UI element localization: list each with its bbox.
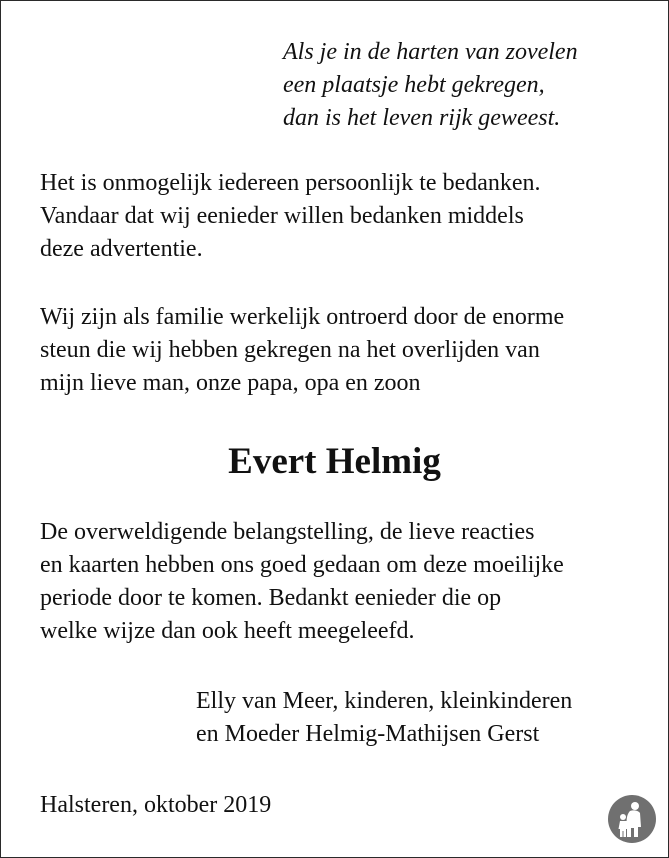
poem-line: dan is het leven rijk geweest. bbox=[283, 105, 561, 131]
signature-line: Elly van Meer, kinderen, kleinkinderen bbox=[196, 688, 573, 714]
deceased-name: Evert Helmig bbox=[228, 441, 441, 482]
paragraph-line: Wij zijn als familie werkelijk ontroerd door de enorme bbox=[40, 304, 565, 330]
paragraph-line: De overweldigende belangstelling, de lieve reacties bbox=[40, 519, 535, 545]
family-paragraph bbox=[40, 301, 564, 400]
closing-paragraph bbox=[40, 516, 564, 648]
memorial-logo-icon bbox=[608, 795, 656, 843]
paragraph-line: welke wijze dan ook heeft meegeleefd. bbox=[40, 618, 415, 644]
paragraph-line: Het is onmogelijk iedereen persoonlijk te bedanken. bbox=[40, 170, 541, 196]
paragraph-line: deze advertentie. bbox=[40, 236, 203, 262]
signature bbox=[196, 685, 572, 751]
paragraph-line: periode door te komen. Bedankt eenieder die op bbox=[40, 585, 502, 611]
thanks-paragraph bbox=[40, 167, 541, 266]
poem-line: een plaatsje hebt gekregen, bbox=[283, 72, 545, 98]
poem-line: Als je in de harten van zovelen bbox=[283, 39, 578, 65]
place-date: Halsteren, oktober 2019 bbox=[40, 792, 272, 818]
paragraph-line: mijn lieve man, onze papa, opa en zoon bbox=[40, 370, 421, 396]
paragraph-line: Vandaar dat wij eenieder willen bedanken middels bbox=[40, 203, 524, 229]
poem bbox=[283, 36, 578, 135]
paragraph-line: steun die wij hebben gekregen na het overlijden van bbox=[40, 337, 540, 363]
signature-line: en Moeder Helmig-Mathijsen Gerst bbox=[196, 721, 540, 747]
paragraph-line: en kaarten hebben ons goed gedaan om deze moeilijke bbox=[40, 552, 564, 578]
